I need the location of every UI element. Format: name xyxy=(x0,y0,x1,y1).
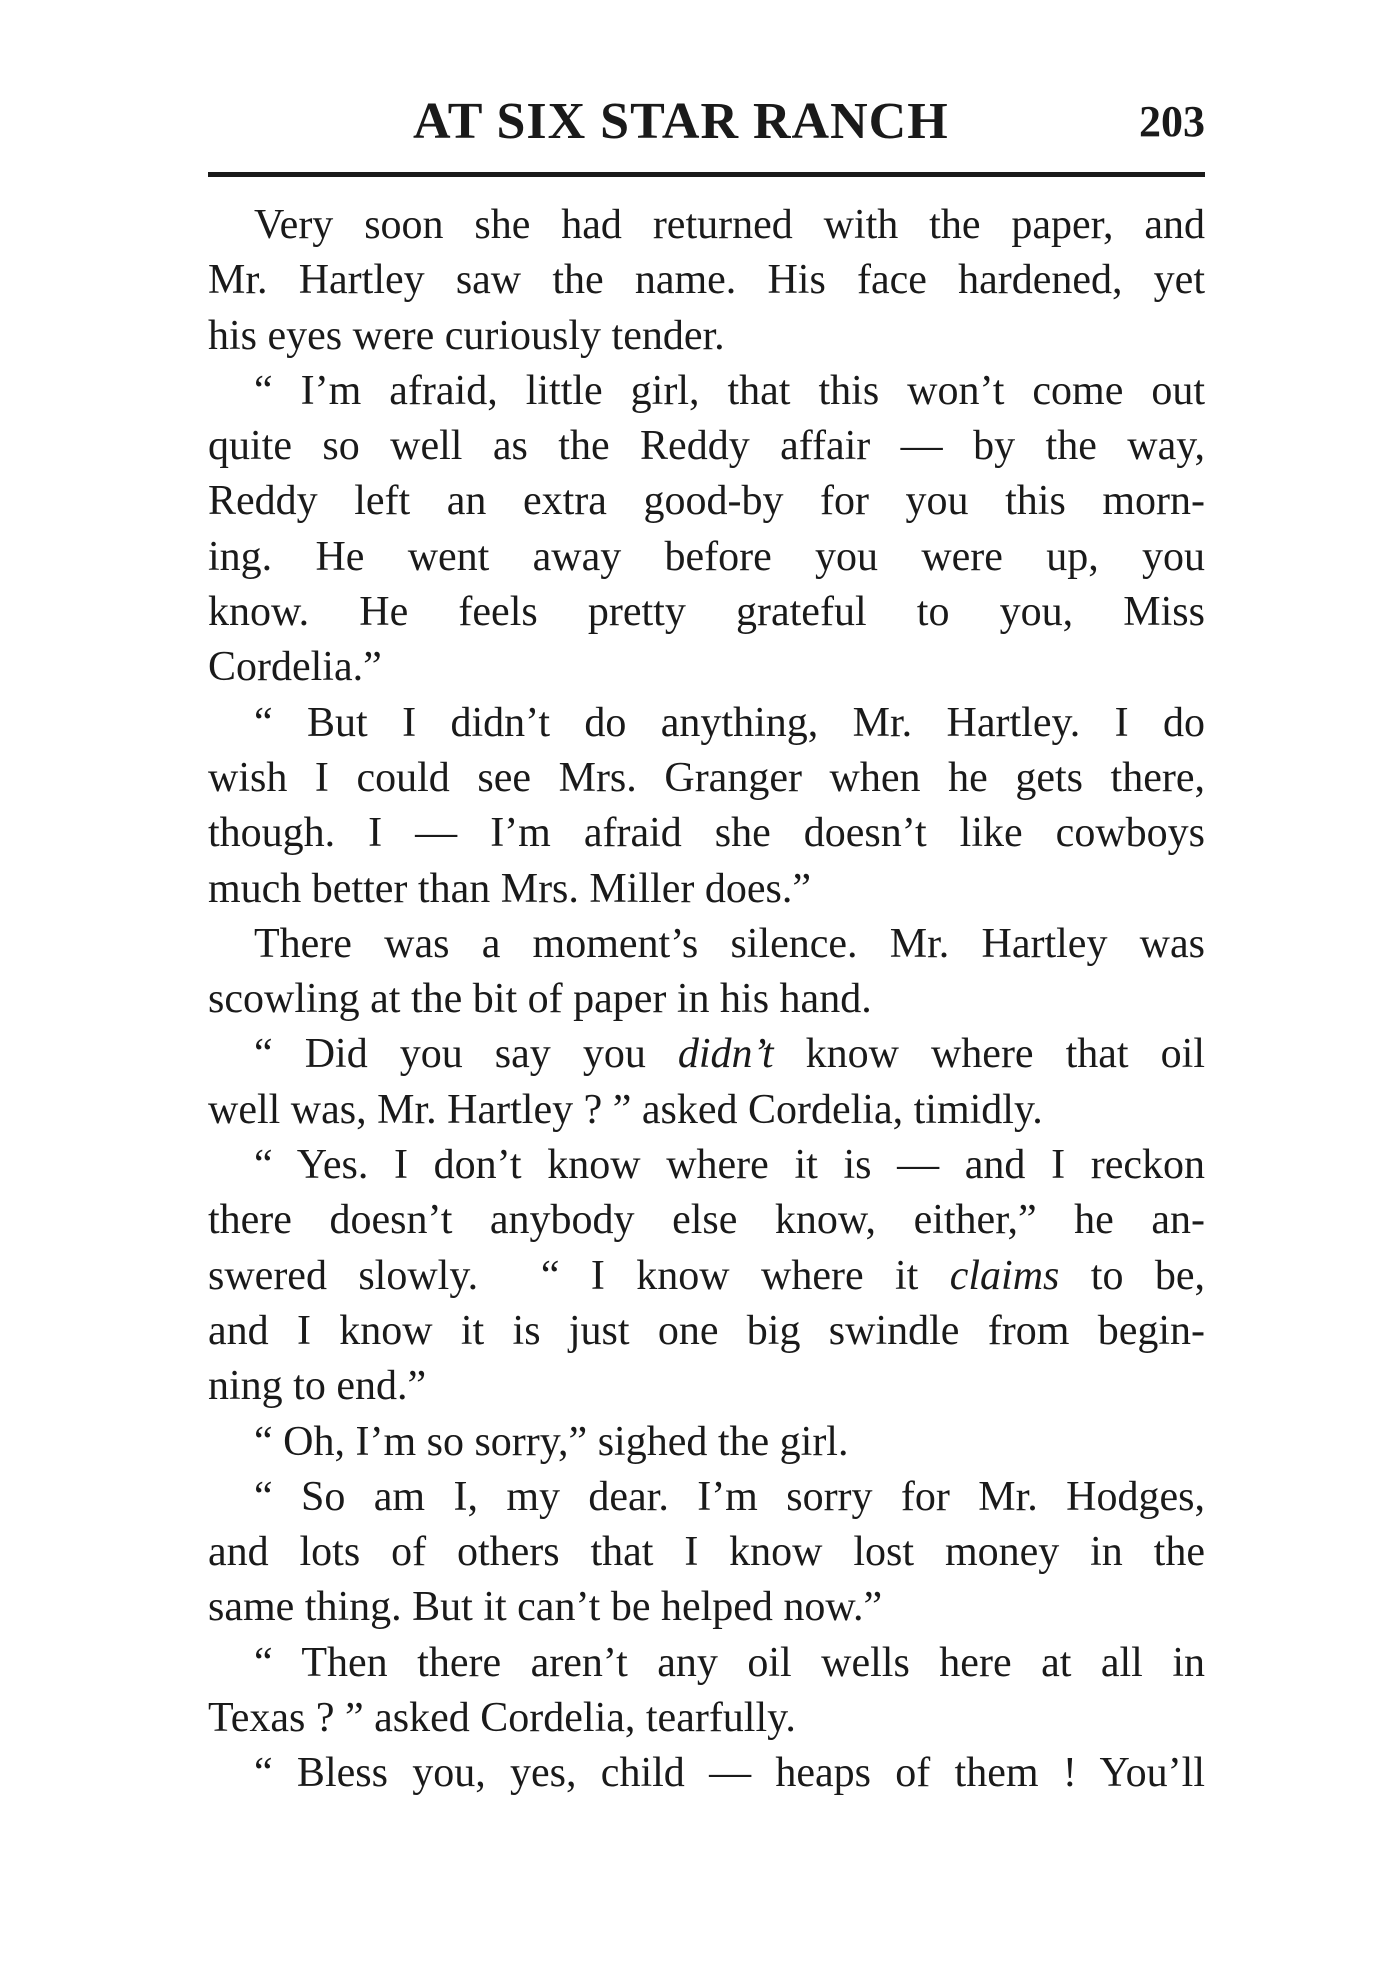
text-line: his eyes were curiously tender. xyxy=(208,312,725,359)
text-line: “ Oh, I’m so sorry,” sighed the girl. xyxy=(254,1418,849,1465)
text-run: know where that oil xyxy=(773,1031,1205,1078)
text-run: swered slowly. “ I know where it xyxy=(208,1252,950,1299)
running-head-title: AT SIX STAR RANCH xyxy=(413,93,949,150)
text-line: ing. He went away before you were up, you xyxy=(208,533,1205,580)
text-run: “ Did you say you xyxy=(254,1031,678,1078)
text-line xyxy=(208,1249,1205,1304)
text-line xyxy=(208,1027,1205,1082)
text-line: There was a moment’s silence. Mr. Hartley was xyxy=(254,920,1205,967)
text-line: “ So am I, my dear. I’m sorry for Mr. Hodges, xyxy=(254,1473,1205,1520)
text-line: “ Bless you, yes, child — heaps of them ! You’ll xyxy=(254,1750,1205,1797)
text-line: “ But I didn’t do anything, Mr. Hartley. I do xyxy=(254,699,1205,746)
text-line: and I know it is just one big swindle from begin- xyxy=(208,1307,1205,1354)
running-head xyxy=(208,92,1205,162)
text-line: wish I could see Mrs. Granger when he gets there, xyxy=(208,754,1205,801)
text-line: well was, Mr. Hartley ? ” asked Cordelia, timidly. xyxy=(208,1086,1043,1133)
text-line: scowling at the bit of paper in his hand. xyxy=(208,976,872,1023)
italic-emphasis: claims xyxy=(949,1252,1060,1299)
text-line: “ I’m afraid, little girl, that this won’t come out xyxy=(254,367,1205,414)
text-line: “ Yes. I don’t know where it is — and I reckon xyxy=(254,1142,1205,1189)
body-text xyxy=(208,198,1205,1802)
text-line: same thing. But it can’t be helped now.” xyxy=(208,1584,883,1631)
text-line: Texas ? ” asked Cordelia, tearfully. xyxy=(208,1695,796,1742)
page-number: 203 xyxy=(1139,97,1205,146)
text-line: Mr. Hartley saw the name. His face hardened, yet xyxy=(208,257,1205,304)
text-line: know. He feels pretty grateful to you, Miss xyxy=(208,589,1205,636)
text-line: and lots of others that I know lost money in the xyxy=(208,1529,1205,1576)
text-line: much better than Mrs. Miller does.” xyxy=(208,865,812,912)
text-line: quite so well as the Reddy affair — by the way, xyxy=(208,423,1205,470)
text-line: ning to end.” xyxy=(208,1363,427,1410)
text-line: Very soon she had returned with the paper, and xyxy=(254,202,1205,248)
text-run: to be, xyxy=(1059,1252,1205,1299)
text-line: Reddy left an extra good-by for you this morn- xyxy=(208,478,1205,525)
text-line: there doesn’t anybody else know, either,” he an- xyxy=(208,1197,1205,1244)
text-line: though. I — I’m afraid she doesn’t like cowboys xyxy=(208,810,1205,857)
text-line: “ Then there aren’t any oil wells here at all in xyxy=(254,1639,1205,1686)
text-line: Cordelia.” xyxy=(208,644,382,691)
header-rule xyxy=(208,172,1205,177)
italic-emphasis: didn’t xyxy=(677,1031,774,1078)
